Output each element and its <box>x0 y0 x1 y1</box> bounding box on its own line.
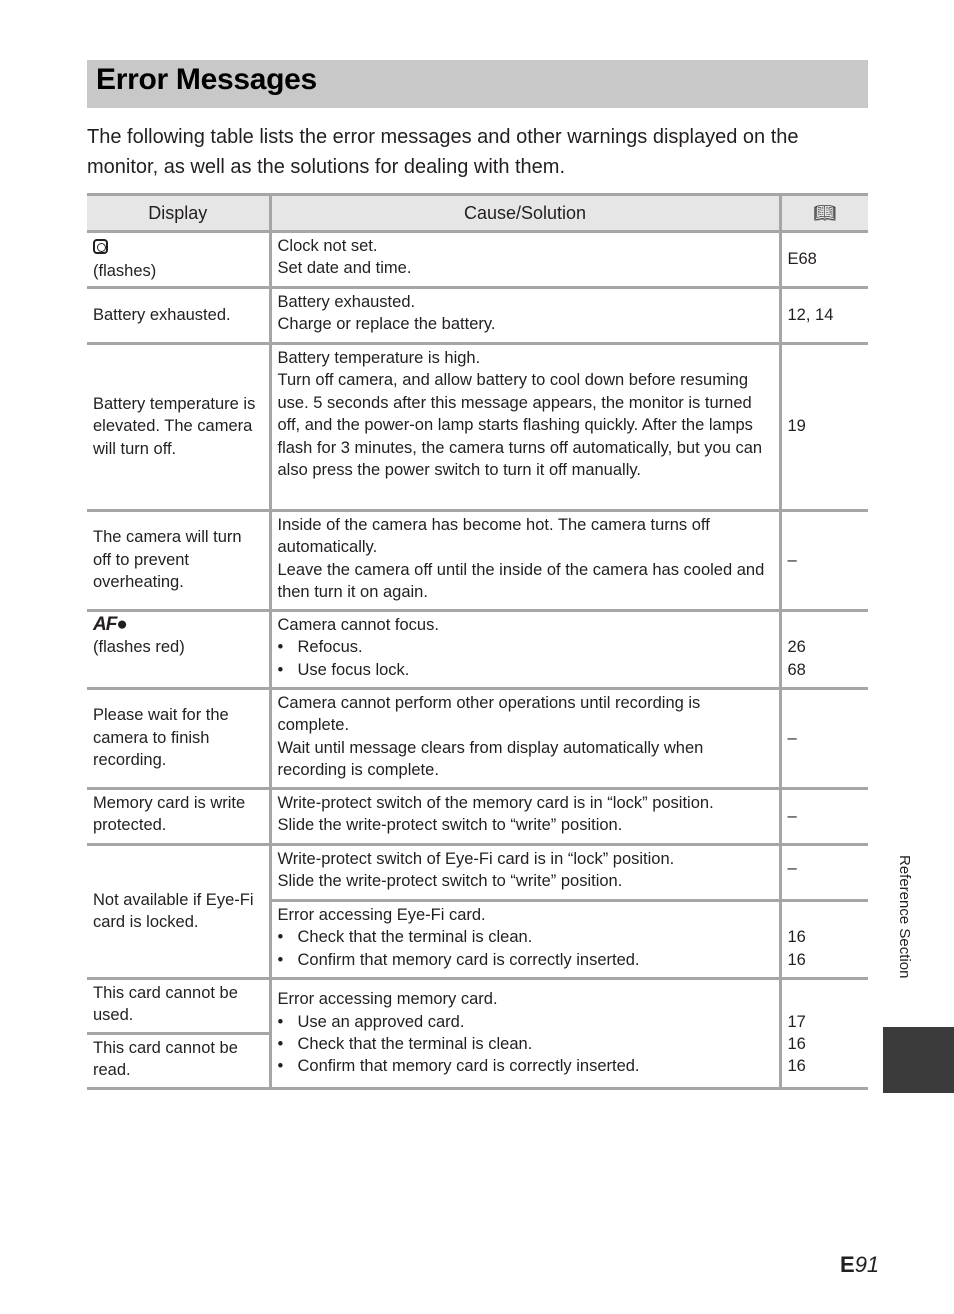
error-messages-table <box>87 193 868 1090</box>
title-bar <box>87 60 868 108</box>
table-header-row <box>87 195 868 232</box>
section-tab-marker <box>883 1027 954 1093</box>
header-cause-solution: Cause/Solution <box>270 195 780 232</box>
cause-cell: Error accessing Eye-Fi card. • Check that the terminal is clean. • Confirm that memory card is correctly inserted. <box>270 901 780 979</box>
page-number: E91 <box>840 1252 880 1277</box>
display-cell: AF● (flashes red) <box>87 611 270 689</box>
display-cell: Battery temperature is elevated. The camera will turn off. <box>87 344 270 511</box>
ref-cell: – <box>780 789 868 845</box>
table-row <box>87 789 868 845</box>
table-row <box>87 979 868 1034</box>
header-display: Display <box>87 195 270 232</box>
table-row <box>87 689 868 789</box>
cause-cell: Camera cannot focus. • Refocus. • Use focus lock. <box>270 611 780 689</box>
cause-cell: Inside of the camera has become hot. The camera turns off automatically. Leave the camera off until the inside of the camera has cooled and then turn it on again. <box>270 511 780 611</box>
ref-cell: – <box>780 511 868 611</box>
cause-cell: Battery temperature is high. Turn off camera, and allow battery to cool down before resuming use. 5 seconds after this message appears, the monitor is turned off, and the power-on lamp starts flashing quickly. After the lamps flash for 3 minutes, the camera turns off automatically, but you can also press the power switch to turn it off manually. <box>270 344 780 511</box>
display-cell: This card cannot be read. <box>87 1034 270 1089</box>
cause-cell: Clock not set. Set date and time. <box>270 232 780 288</box>
table-row <box>87 232 868 288</box>
display-cell: The camera will turn off to prevent overheating. <box>87 511 270 611</box>
book-icon: 📖︎ <box>813 202 837 223</box>
display-cell: This card cannot be used. <box>87 979 270 1034</box>
table-row <box>87 845 868 901</box>
ref-cell: 17 16 16 <box>780 979 868 1089</box>
table-row <box>87 288 868 344</box>
af-focus-icon: AF● <box>93 614 127 635</box>
table-row <box>87 344 868 511</box>
table-row <box>87 611 868 689</box>
ref-cell: 19 <box>780 344 868 511</box>
cause-cell: Camera cannot perform other operations until recording is complete. Wait until message clears from display automatically when recording is complete. <box>270 689 780 789</box>
ref-cell: – <box>780 845 868 901</box>
ref-cell: 26 68 <box>780 611 868 689</box>
ref-cell: 12, 14 <box>780 288 868 344</box>
ref-cell: – <box>780 689 868 789</box>
intro-paragraph: The following table lists the error messages and other warnings displayed on the monitor, as well as the solutions for dealing with them. <box>87 126 799 178</box>
display-cell: Battery exhausted. <box>87 288 270 344</box>
cause-cell: Write-protect switch of the memory card is in “lock” position. Slide the write-protect switch to “write” position. <box>270 789 780 845</box>
display-cell: Not available if Eye-Fi card is locked. <box>87 845 270 979</box>
clock-not-set-icon <box>93 239 108 254</box>
cause-cell: Error accessing memory card. • Use an approved card. • Check that the terminal is clean. • Confirm that memory card is correctly inserted. <box>270 979 780 1089</box>
display-cell: (flashes) <box>87 232 270 288</box>
cause-cell: Battery exhausted. Charge or replace the battery. <box>270 288 780 344</box>
table-row <box>87 511 868 611</box>
section-side-label: Reference Section <box>896 855 913 979</box>
ref-cell: 16 16 <box>780 901 868 979</box>
cause-cell: Write-protect switch of Eye-Fi card is in “lock” position. Slide the write-protect switch to “write” position. <box>270 845 780 901</box>
display-cell: Please wait for the camera to finish recording. <box>87 689 270 789</box>
ref-cell: E68 <box>780 232 868 288</box>
page-title: Error Messages <box>96 63 317 96</box>
header-reference <box>780 195 868 232</box>
display-cell: Memory card is write protected. <box>87 789 270 845</box>
